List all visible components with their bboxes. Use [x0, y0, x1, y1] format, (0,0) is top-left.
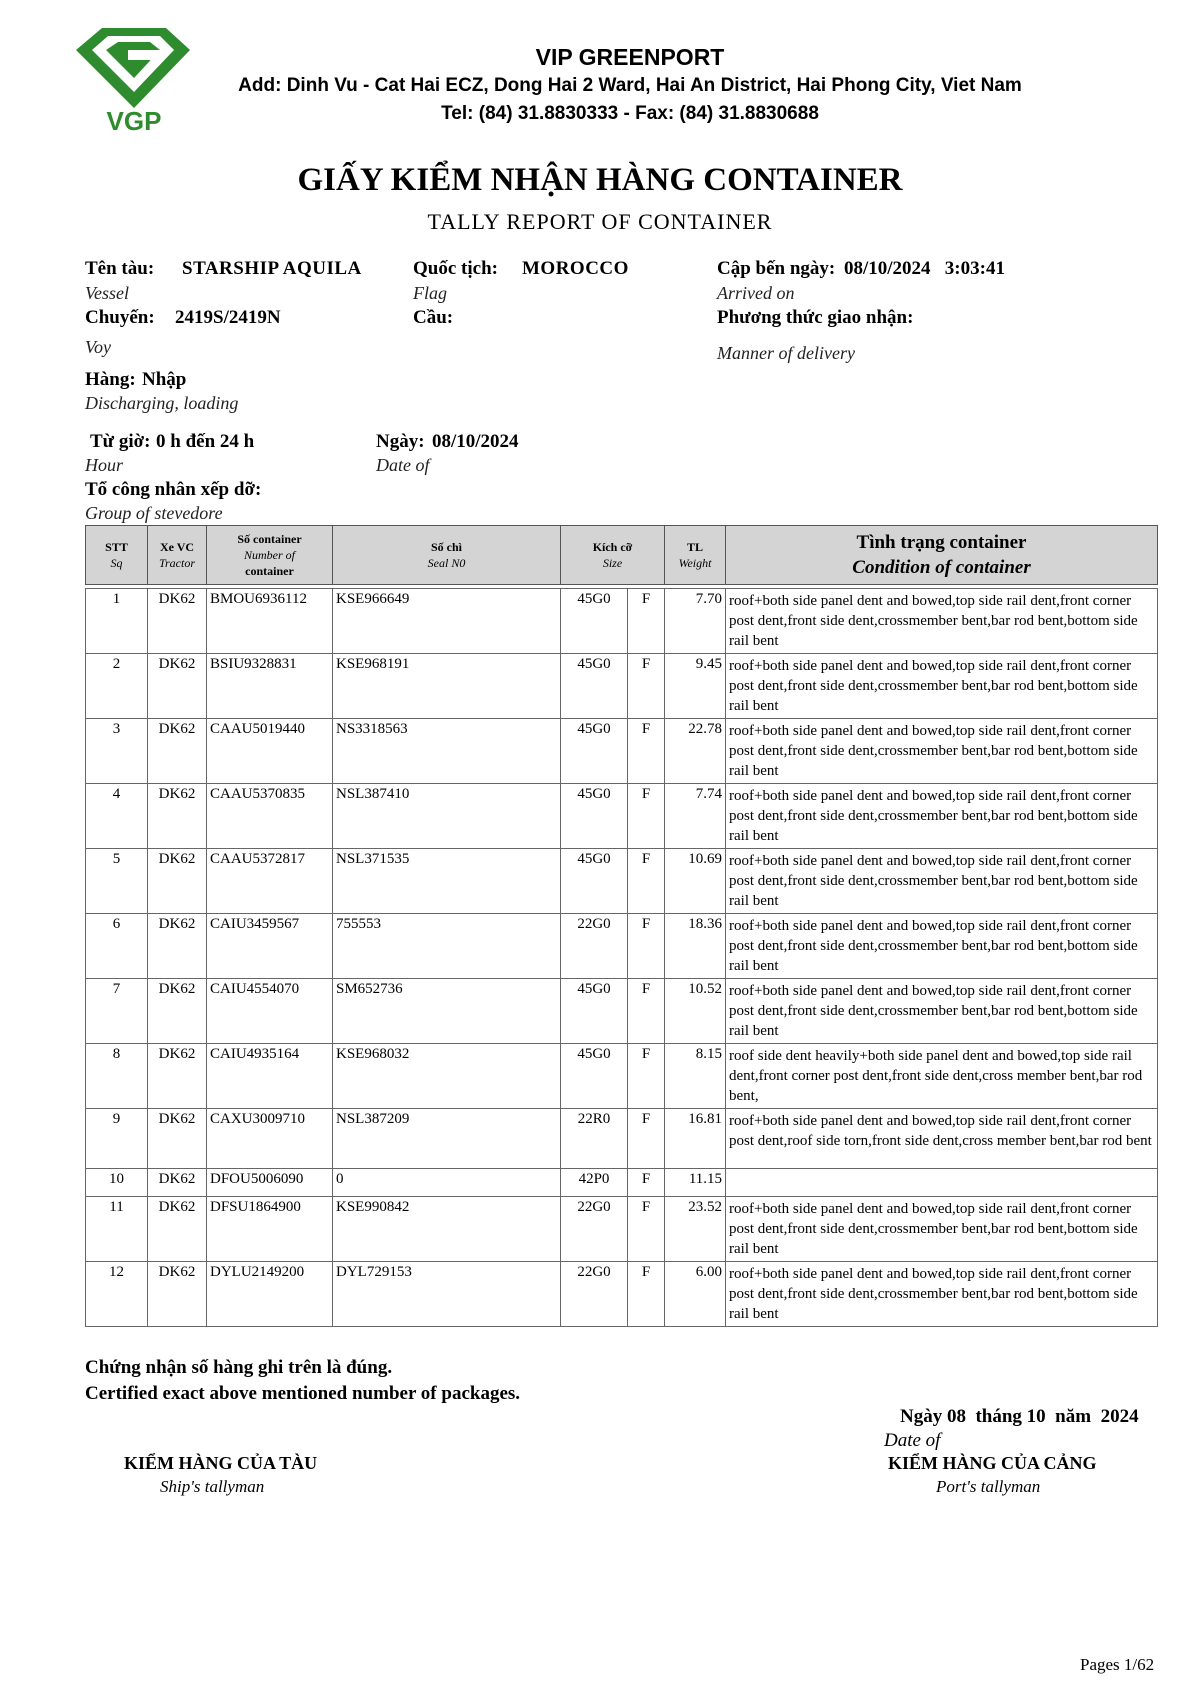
- hour-sub: Hour: [85, 455, 124, 475]
- condition-cell: roof+both side panel dent and bowed,top side rail dent,front corner post dent,front side dent,crossmember bent,bar rod bent,bottom side rail bent: [726, 914, 1158, 979]
- table-row: [86, 849, 1158, 914]
- container-number-cell: BSIU9328831: [207, 654, 333, 719]
- table-header-row: [86, 526, 1158, 585]
- row-number: 3: [86, 719, 148, 784]
- condition-cell: roof+both side panel dent and bowed,top side rail dent,front corner post dent,front side dent,crossmember bent,bar rod bent,bottom side rail bent: [726, 719, 1158, 784]
- seal-number-cell: NSL387209: [333, 1109, 561, 1169]
- table-row: [86, 589, 1158, 654]
- row-number: 8: [86, 1044, 148, 1109]
- table-row: [86, 1262, 1158, 1327]
- col-container-header: Số container Number of container: [207, 526, 333, 585]
- weight-cell: 16.81: [665, 1109, 726, 1169]
- group-label: Tổ công nhân xếp dỡ:: [85, 479, 262, 500]
- table-row: [86, 719, 1158, 784]
- container-number-cell: DFOU5006090: [207, 1169, 333, 1197]
- weight-cell: 10.69: [665, 849, 726, 914]
- seal-number-cell: KSE968032: [333, 1044, 561, 1109]
- condition-cell: [726, 1169, 1158, 1197]
- document-title: GIẤY KIỂM NHẬN HÀNG CONTAINER: [297, 162, 903, 198]
- weight-cell: 11.15: [665, 1169, 726, 1197]
- logo-text: VGP: [106, 106, 162, 134]
- page-number: Pages 1/62: [1080, 1655, 1155, 1674]
- tractor-cell: DK62: [148, 1197, 207, 1262]
- company-logo: [68, 26, 200, 134]
- tractor-cell: DK62: [148, 914, 207, 979]
- table-row: [86, 1197, 1158, 1262]
- signature-date: Ngày 08 tháng 10 năm 2024: [900, 1406, 1139, 1427]
- vessel-value: STARSHIP AQUILA: [182, 258, 362, 279]
- container-number-cell: CAAU5372817: [207, 849, 333, 914]
- cargo-label: Hàng:: [85, 369, 136, 390]
- size-cell: 42P0: [561, 1169, 628, 1197]
- full-empty-cell: F: [628, 1109, 665, 1169]
- condition-cell: roof+both side panel dent and bowed,top side rail dent,front corner post dent,front side dent,crossmember bent,bar rod bent,bottom side rail bent: [726, 589, 1158, 654]
- seal-number-cell: 0: [333, 1169, 561, 1197]
- size-cell: 22R0: [561, 1109, 628, 1169]
- port-tallyman-sub: Port's tallyman: [936, 1477, 1041, 1496]
- seal-number-cell: NS3318563: [333, 719, 561, 784]
- col-seal-header: Số chì Seal N0: [333, 526, 561, 585]
- full-empty-cell: F: [628, 654, 665, 719]
- voy-sub: Voy: [85, 337, 111, 357]
- flag-label: Quốc tịch:: [413, 258, 498, 279]
- full-empty-cell: F: [628, 849, 665, 914]
- condition-cell: roof+both side panel dent and bowed,top side rail dent,front corner post dent,front side dent,crossmember bent,bar rod bent,bottom side rail bent: [726, 1197, 1158, 1262]
- col-stt-header: STT Sq: [86, 526, 148, 585]
- table-row: [86, 784, 1158, 849]
- arrived-label: Cập bến ngày:: [717, 258, 836, 279]
- full-empty-cell: F: [628, 914, 665, 979]
- date-sub: Date of: [376, 455, 430, 475]
- condition-cell: roof side dent heavily+both side panel dent and bowed,top side rail dent,front corner post dent,front side dent,cross member bent,bar rod bent,: [726, 1044, 1158, 1109]
- weight-cell: 18.36: [665, 914, 726, 979]
- flag-value: MOROCCO: [522, 258, 629, 279]
- seal-number-cell: 755553: [333, 914, 561, 979]
- weight-cell: 9.45: [665, 654, 726, 719]
- tractor-cell: DK62: [148, 654, 207, 719]
- tractor-cell: DK62: [148, 1109, 207, 1169]
- hour-value: 0 h đến 24 h: [156, 431, 255, 452]
- full-empty-cell: F: [628, 719, 665, 784]
- document-subtitle: TALLY REPORT OF CONTAINER: [427, 209, 773, 234]
- row-number: 11: [86, 1197, 148, 1262]
- container-number-cell: CAIU4935164: [207, 1044, 333, 1109]
- col-weight-header: TL Weight: [665, 526, 726, 585]
- row-number: 6: [86, 914, 148, 979]
- row-number: 12: [86, 1262, 148, 1327]
- full-empty-cell: F: [628, 979, 665, 1044]
- condition-cell: roof+both side panel dent and bowed,top side rail dent,front corner post dent,front side dent,crossmember bent,bar rod bent,bottom side rail bent: [726, 849, 1158, 914]
- container-number-cell: CAAU5370835: [207, 784, 333, 849]
- tractor-cell: DK62: [148, 589, 207, 654]
- table-row: [86, 1169, 1158, 1197]
- size-cell: 45G0: [561, 1044, 628, 1109]
- full-empty-cell: F: [628, 784, 665, 849]
- weight-cell: 7.74: [665, 784, 726, 849]
- tractor-cell: DK62: [148, 719, 207, 784]
- tractor-cell: DK62: [148, 1169, 207, 1197]
- cargo-sub: Discharging, loading: [85, 393, 239, 413]
- company-name: VIP GREENPORT: [535, 44, 725, 70]
- row-number: 1: [86, 589, 148, 654]
- seal-number-cell: NSL371535: [333, 849, 561, 914]
- container-number-cell: DYLU2149200: [207, 1262, 333, 1327]
- size-cell: 45G0: [561, 719, 628, 784]
- port-tallyman-label: KIỂM HÀNG CỦA CẢNG: [888, 1453, 1097, 1473]
- weight-cell: 22.78: [665, 719, 726, 784]
- full-empty-cell: F: [628, 1044, 665, 1109]
- size-cell: 45G0: [561, 979, 628, 1044]
- weight-cell: 6.00: [665, 1262, 726, 1327]
- seal-number-cell: NSL387410: [333, 784, 561, 849]
- full-empty-cell: F: [628, 589, 665, 654]
- seal-number-cell: DYL729153: [333, 1262, 561, 1327]
- ship-tallyman-sub: Ship's tallyman: [160, 1477, 265, 1496]
- vessel-label: Tên tàu:: [85, 258, 155, 279]
- container-number-cell: CAIU3459567: [207, 914, 333, 979]
- row-number: 7: [86, 979, 148, 1044]
- voy-label: Chuyến:: [85, 307, 155, 328]
- hour-label: Từ giờ:: [90, 431, 151, 452]
- size-cell: 22G0: [561, 1262, 628, 1327]
- condition-cell: roof+both side panel dent and bowed,top side rail dent,front corner post dent,roof side torn,front side dent,cross member bent,bar rod bent: [726, 1109, 1158, 1169]
- certification-vn: Chứng nhận số hàng ghi trên là đúng.: [85, 1357, 393, 1378]
- seal-number-cell: KSE966649: [333, 589, 561, 654]
- full-empty-cell: F: [628, 1197, 665, 1262]
- berth-label: Cầu:: [413, 307, 454, 328]
- seal-number-cell: SM652736: [333, 979, 561, 1044]
- size-cell: 45G0: [561, 849, 628, 914]
- cargo-value: Nhập: [142, 369, 187, 390]
- condition-cell: roof+both side panel dent and bowed,top side rail dent,front corner post dent,front side dent,crossmember bent,bar rod bent,bottom side rail bent: [726, 979, 1158, 1044]
- row-number: 2: [86, 654, 148, 719]
- weight-cell: 8.15: [665, 1044, 726, 1109]
- weight-cell: 7.70: [665, 589, 726, 654]
- delivery-label: Phương thức giao nhận:: [717, 307, 914, 328]
- arrived-sub: Arrived on: [717, 283, 795, 303]
- container-number-cell: CAXU3009710: [207, 1109, 333, 1169]
- company-address: Add: Dinh Vu - Cat Hai ECZ, Dong Hai 2 Ward, Hai An District, Hai Phong City, Viet Nam: [238, 75, 1022, 96]
- condition-cell: roof+both side panel dent and bowed,top side rail dent,front corner post dent,front side dent,crossmember bent,bar rod bent,bottom side rail bent: [726, 784, 1158, 849]
- container-number-cell: DFSU1864900: [207, 1197, 333, 1262]
- vgp-logo-icon: [68, 26, 200, 134]
- table-row: [86, 914, 1158, 979]
- row-number: 4: [86, 784, 148, 849]
- col-size-header: Kích cỡ Size: [561, 526, 665, 585]
- row-number: 9: [86, 1109, 148, 1169]
- date-label: Ngày:: [376, 431, 425, 452]
- tractor-cell: DK62: [148, 1262, 207, 1327]
- col-tractor-header: Xe VC Tractor: [148, 526, 207, 585]
- table-row: [86, 1044, 1158, 1109]
- ship-tallyman-label: KIỂM HÀNG CỦA TÀU: [124, 1453, 318, 1473]
- certification-en: Certified exact above mentioned number of packages.: [85, 1383, 521, 1404]
- group-sub: Group of stevedore: [85, 503, 223, 523]
- size-cell: 22G0: [561, 914, 628, 979]
- weight-cell: 23.52: [665, 1197, 726, 1262]
- size-cell: 45G0: [561, 589, 628, 654]
- arrived-value: 08/10/2024 3:03:41: [844, 258, 1005, 279]
- date-value: 08/10/2024: [432, 431, 519, 452]
- size-cell: 45G0: [561, 784, 628, 849]
- table-row: [86, 979, 1158, 1044]
- size-cell: 22G0: [561, 1197, 628, 1262]
- tally-table: [85, 525, 1158, 1327]
- col-condition-header: Tình trạng container Condition of container: [726, 526, 1158, 585]
- tractor-cell: DK62: [148, 979, 207, 1044]
- container-number-cell: BMOU6936112: [207, 589, 333, 654]
- container-number-cell: CAAU5019440: [207, 719, 333, 784]
- tractor-cell: DK62: [148, 849, 207, 914]
- container-number-cell: CAIU4554070: [207, 979, 333, 1044]
- table-row: [86, 1109, 1158, 1169]
- tally-table-body: [86, 589, 1158, 1327]
- tractor-cell: DK62: [148, 784, 207, 849]
- signature-date-sub: Date of: [884, 1430, 941, 1451]
- row-number: 10: [86, 1169, 148, 1197]
- company-phone: Tel: (84) 31.8830333 - Fax: (84) 31.8830688: [441, 103, 819, 124]
- tractor-cell: DK62: [148, 1044, 207, 1109]
- full-empty-cell: F: [628, 1169, 665, 1197]
- voy-value: 2419S/2419N: [175, 307, 281, 328]
- vessel-sub: Vessel: [85, 283, 129, 303]
- table-row: [86, 654, 1158, 719]
- seal-number-cell: KSE968191: [333, 654, 561, 719]
- delivery-sub: Manner of delivery: [717, 343, 855, 363]
- flag-sub: Flag: [413, 283, 447, 303]
- full-empty-cell: F: [628, 1262, 665, 1327]
- condition-cell: roof+both side panel dent and bowed,top side rail dent,front corner post dent,front side dent,crossmember bent,bar rod bent,bottom side rail bent: [726, 1262, 1158, 1327]
- condition-cell: roof+both side panel dent and bowed,top side rail dent,front corner post dent,front side dent,crossmember bent,bar rod bent,bottom side rail bent: [726, 654, 1158, 719]
- row-number: 5: [86, 849, 148, 914]
- size-cell: 45G0: [561, 654, 628, 719]
- seal-number-cell: KSE990842: [333, 1197, 561, 1262]
- weight-cell: 10.52: [665, 979, 726, 1044]
